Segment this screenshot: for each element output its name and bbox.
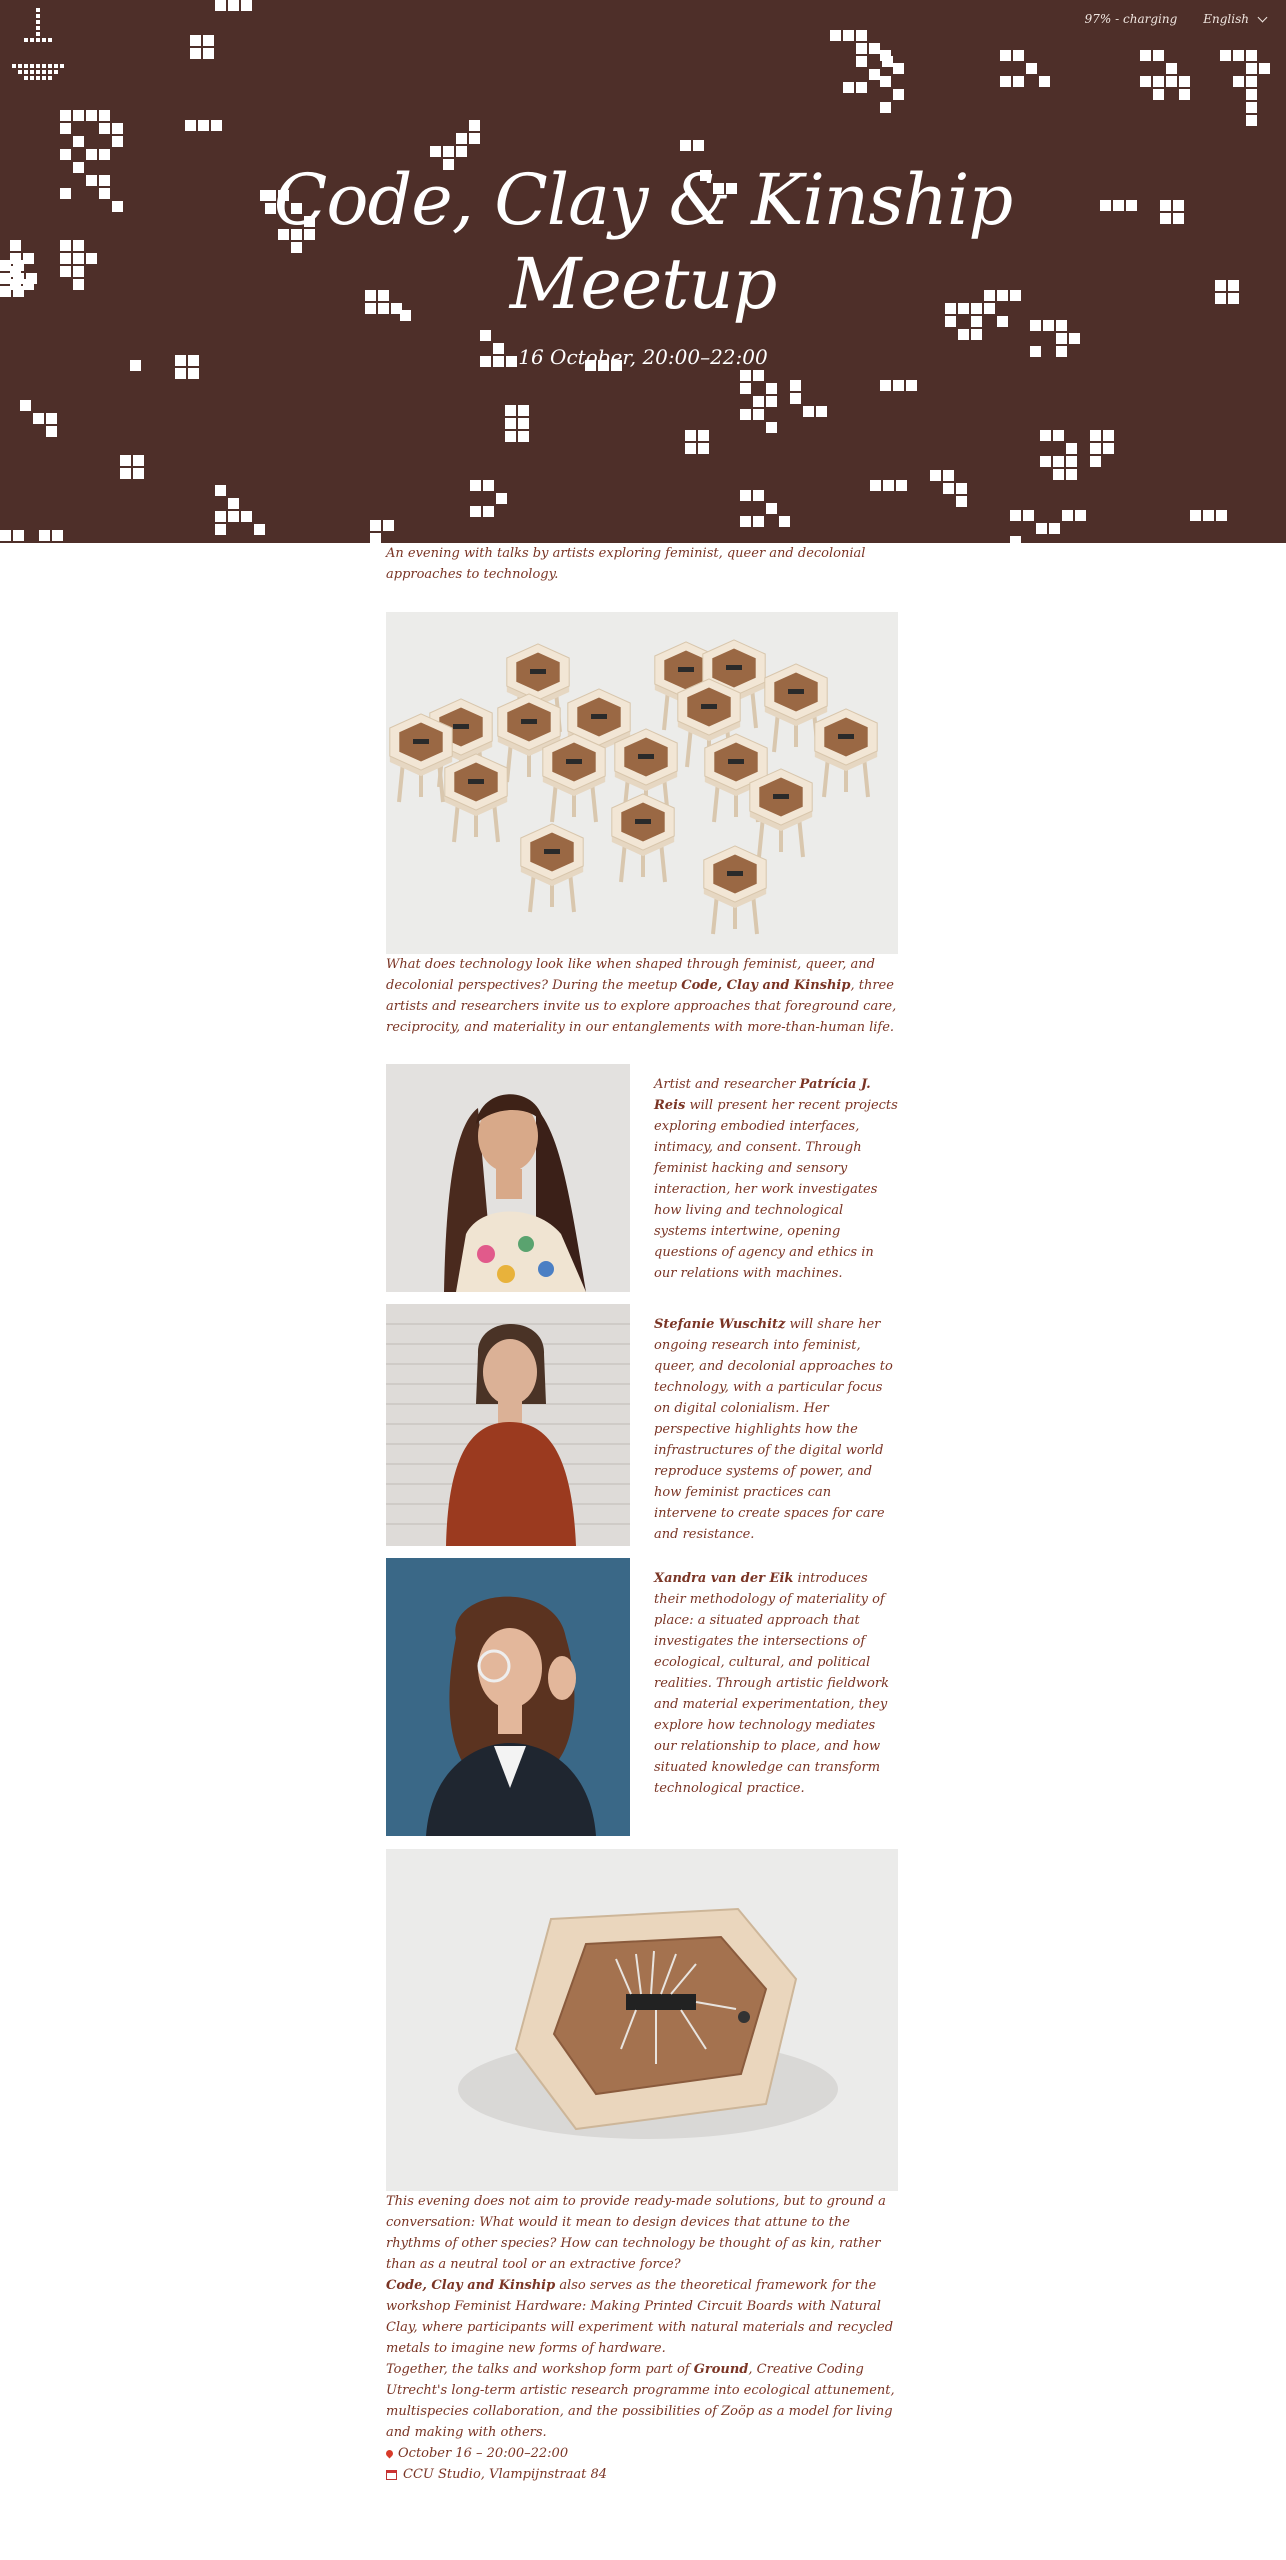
- pixel: [228, 498, 239, 509]
- pixel: [880, 76, 891, 87]
- pixel: [99, 110, 110, 121]
- pixel: [185, 120, 196, 131]
- pixel: [766, 503, 777, 514]
- pixel: [956, 483, 967, 494]
- pixel: [1000, 50, 1011, 61]
- pixel: [496, 493, 507, 504]
- pixel: [46, 426, 57, 437]
- pixel: [1013, 76, 1024, 87]
- pixel: [971, 329, 982, 340]
- speaker-bio-van-der-eik: [654, 1558, 898, 1836]
- pixel: [370, 520, 381, 531]
- pixel: [1053, 469, 1064, 480]
- pixel: [1140, 76, 1151, 87]
- pixel: [241, 511, 252, 522]
- pixel: [470, 480, 481, 491]
- pixel: [1040, 456, 1051, 467]
- pixel: [930, 470, 941, 481]
- pixel: [766, 396, 777, 407]
- pixel: [740, 409, 751, 420]
- title-line-2: Meetup: [509, 243, 777, 325]
- pixel: [198, 120, 209, 131]
- pixel: [943, 483, 954, 494]
- pixel: [1090, 456, 1101, 467]
- pixel: [456, 146, 467, 157]
- hero-banner: [0, 0, 1286, 543]
- stool: [815, 709, 877, 797]
- pixel: [753, 490, 764, 501]
- pixel: [856, 30, 867, 41]
- pixel: [790, 380, 801, 391]
- speaker-name: Xandra van der Eik: [654, 1571, 794, 1586]
- pixel: [1246, 63, 1257, 74]
- pixel: [228, 511, 239, 522]
- pixel: [133, 455, 144, 466]
- pixel: [1090, 443, 1101, 454]
- pixel: [430, 146, 441, 157]
- pixel: [469, 120, 480, 131]
- pixel: [99, 123, 110, 134]
- pixel: [1053, 430, 1064, 441]
- speaker-bio-wuschitz: [654, 1304, 898, 1546]
- pixel: [698, 430, 709, 441]
- pixel: [1153, 89, 1164, 100]
- pixel: [1233, 76, 1244, 87]
- pixel: [880, 102, 891, 113]
- pixel: [483, 480, 494, 491]
- speaker-photo-van-der-eik: [386, 1558, 630, 1836]
- pixel: [505, 431, 516, 442]
- battery-status: 97% - charging: [1084, 12, 1178, 26]
- workshop-text: [386, 2275, 898, 2359]
- pixel: [1220, 50, 1231, 61]
- stool: [750, 769, 812, 857]
- pixel: [766, 383, 777, 394]
- pixel: [1066, 456, 1077, 467]
- pixel: [693, 140, 704, 151]
- pixel: [52, 530, 63, 541]
- pixel: [33, 413, 44, 424]
- pixel: [893, 89, 904, 100]
- stool: [704, 846, 766, 934]
- pixel: [1166, 63, 1177, 74]
- question-before: What does technology look like when shaped through feminist, queer, and decolonial perspectives? During the meetup: [386, 957, 875, 993]
- pixel: [1040, 430, 1051, 441]
- bio-text: will share her ongoing research into feminist, queer, and decolonial approaches to technology, with a particular focus on digital colonialism. Her perspective highlights how the infrastructures of the digital world reproduce systems of power, and how feminist practices can intervene to create spaces for care and resistance.: [654, 1317, 893, 1542]
- pixel: [505, 418, 516, 429]
- pixel: [1153, 50, 1164, 61]
- bio-text: will present her recent projects exploring embodied interfaces, intimacy, and consent. Through feminist hacking and sensory interaction, her work investigates how living and technological systems intertwine, opening questions of agency and ethics in our relations with machines.: [654, 1098, 898, 1281]
- page-title: [0, 158, 1286, 326]
- pin-icon: [385, 2449, 395, 2459]
- calendar-icon: [386, 2470, 397, 2480]
- pixel: [870, 480, 881, 491]
- pixel: [175, 368, 186, 379]
- pixel: [60, 123, 71, 134]
- pixel: [1203, 510, 1214, 521]
- pixel: [228, 0, 239, 11]
- pixel: [215, 485, 226, 496]
- pixel: [893, 63, 904, 74]
- pixel: [685, 443, 696, 454]
- pixel: [766, 422, 777, 433]
- pixel: [830, 30, 841, 41]
- event-location: [386, 2464, 898, 2485]
- pixel: [958, 329, 969, 340]
- pixel: [1026, 63, 1037, 74]
- pixel: [1053, 456, 1064, 467]
- pixel: [20, 400, 31, 411]
- location-label: CCU Studio, Vlampijnstraat 84: [403, 2467, 608, 2482]
- pixel: [215, 524, 226, 535]
- pixel: [1166, 76, 1177, 87]
- pixel: [1049, 523, 1060, 534]
- pixel: [46, 413, 57, 424]
- pixel: [893, 380, 904, 391]
- pixel: [73, 136, 84, 147]
- pixel: [1246, 115, 1257, 126]
- pixel: [943, 470, 954, 481]
- bio-text: introduces their methodology of materiality of place: a situated approach that investigates the intersections of ecological, cultural, and political realities. Through artistic fieldwork and material experimentation, they explore how technology mediates our relationship to place, and how situated knowledge can transform technological practice.: [654, 1571, 889, 1796]
- pixel: [383, 520, 394, 531]
- pixel: [740, 516, 751, 527]
- pixel: [1000, 76, 1011, 87]
- pixel: [843, 30, 854, 41]
- workshop-body: also serves as the theoretical framework for the workshop Feminist Hardware: Making Printed Circuit Boards with Natural Clay, where participants will experiment with natural materials and recycled metals to imagine new forms of hardware.: [386, 2278, 894, 2356]
- event-datetime: [386, 2443, 898, 2464]
- pixel: [1069, 333, 1080, 344]
- pixel: [790, 393, 801, 404]
- pixel: [1190, 510, 1201, 521]
- question-after: , three artists and researchers invite us to explore approaches that foreground care, reciprocity, and materiality in our entanglements with more-than-human life.: [386, 978, 897, 1035]
- pixel: [1066, 469, 1077, 480]
- stools-illustration: [386, 612, 898, 954]
- pixel: [779, 516, 790, 527]
- pixel: [456, 133, 467, 144]
- language-label: English: [1203, 12, 1249, 26]
- intro-text: An evening with talks by artists exploring feminist, queer and decolonial approaches to technology.: [386, 546, 866, 582]
- pixel: [843, 82, 854, 93]
- ground-name: Ground: [693, 2362, 749, 2377]
- pixel: [1090, 430, 1101, 441]
- pixel: [443, 146, 454, 157]
- pixel: [470, 506, 481, 517]
- pixel: [1075, 510, 1086, 521]
- chevron-down-icon: [1258, 12, 1268, 22]
- pixel: [740, 383, 751, 394]
- pixel: [956, 496, 967, 507]
- clay-board-illustration: [386, 1849, 898, 2191]
- stool: [390, 714, 452, 802]
- pixel: [1036, 523, 1047, 534]
- pixel: [120, 455, 131, 466]
- pixel: [753, 516, 764, 527]
- pixel: [1140, 50, 1151, 61]
- pixel: [803, 406, 814, 417]
- pixel: [856, 82, 867, 93]
- pixel: [215, 0, 226, 11]
- workshop-name: Code, Clay and Kinship: [386, 2278, 556, 2293]
- clay-board-photo: [386, 1849, 898, 2191]
- pixel: [906, 380, 917, 391]
- stool: [521, 824, 583, 912]
- pixel: [1233, 50, 1244, 61]
- pixel: [112, 136, 123, 147]
- pixel: [518, 418, 529, 429]
- pixel: [1246, 102, 1257, 113]
- pixel: [86, 110, 97, 121]
- pixel: [1246, 50, 1257, 61]
- pixel: [753, 396, 764, 407]
- pixel: [740, 490, 751, 501]
- speaker-reis: [386, 1064, 898, 1292]
- pixel: [1246, 76, 1257, 87]
- pixel: [188, 368, 199, 379]
- speaker-van-der-eik: [386, 1558, 898, 1836]
- pixel: [370, 533, 381, 543]
- pixel: [856, 56, 867, 67]
- pixel: [816, 406, 827, 417]
- stool: [543, 734, 605, 822]
- pixel: [1103, 443, 1114, 454]
- pixel: [1216, 510, 1227, 521]
- question-text: [386, 954, 898, 1038]
- speaker-name: Patrícia J. Reis: [654, 1077, 871, 1113]
- language-selector[interactable]: [1203, 12, 1266, 26]
- pixel: [856, 43, 867, 54]
- pixel: [215, 511, 226, 522]
- pixel: [880, 50, 891, 61]
- pixel: [254, 524, 265, 535]
- pixel: [896, 480, 907, 491]
- speaker-name: Stefanie Wuschitz: [654, 1317, 786, 1332]
- speaker-wuschitz: [386, 1304, 898, 1546]
- pixel: [869, 43, 880, 54]
- speaker-photo-reis: [386, 1064, 630, 1292]
- pixel: [480, 330, 491, 341]
- pixel: [39, 530, 50, 541]
- pixel: [1179, 89, 1190, 100]
- title-line-1: Code, Clay & Kinship: [273, 159, 1013, 241]
- pixel: [518, 405, 529, 416]
- pixel: [883, 480, 894, 491]
- main-content: [386, 543, 898, 2485]
- closing-text: This evening does not aim to provide ready-made solutions, but to ground a conversation: What would it mean to design devices that attune to the rhythms of other species? How can technology be thought of as kin, rather than as a neutral tool or an extractive force?: [386, 2194, 886, 2272]
- pixel: [120, 468, 131, 479]
- pixel: [740, 370, 751, 381]
- pixel: [241, 0, 252, 11]
- pixel: [190, 35, 201, 46]
- pixel: [1010, 510, 1021, 521]
- ground-text: [386, 2359, 898, 2443]
- ground-after: , Creative Coding Utrecht's long-term artistic research programme into ecological attunement, multispecies collaboration, and the possibilities of Zoöp as a model for living and making with others.: [386, 2362, 895, 2440]
- pixel: [1023, 510, 1034, 521]
- pixel: [112, 123, 123, 134]
- pixel: [1062, 510, 1073, 521]
- pixel: [1010, 536, 1021, 543]
- datetime-label: October 16 – 20:00–22:00: [398, 2446, 569, 2461]
- stools-photo: [386, 612, 898, 954]
- pixel: [1039, 76, 1050, 87]
- pixel: [869, 69, 880, 80]
- pixel: [1056, 333, 1067, 344]
- pixel: [1153, 76, 1164, 87]
- pixel: [483, 506, 494, 517]
- pixel: [211, 120, 222, 131]
- pixel: [203, 48, 214, 59]
- top-bar: [1085, 12, 1266, 26]
- pixel: [1103, 430, 1114, 441]
- ground-before: Together, the talks and workshop form part of: [386, 2362, 694, 2377]
- circuit-logo-icon[interactable]: [12, 8, 70, 82]
- event-date: 16 October, 20:00–22:00: [518, 345, 768, 369]
- pixel: [1179, 76, 1190, 87]
- stool: [445, 754, 507, 842]
- pixel: [1013, 50, 1024, 61]
- pixel: [60, 110, 71, 121]
- pixel: [880, 380, 891, 391]
- pixel: [203, 35, 214, 46]
- bio-prefix: Artist and researcher: [654, 1077, 800, 1092]
- question-name: Code, Clay and Kinship: [681, 978, 851, 993]
- stool: [612, 794, 674, 882]
- pixel: [133, 468, 144, 479]
- speaker-photo-wuschitz: [386, 1304, 630, 1546]
- pixel: [680, 140, 691, 151]
- pixel: [73, 110, 84, 121]
- pixel: [0, 530, 11, 541]
- speaker-bio-reis: [654, 1064, 898, 1292]
- pixel: [698, 443, 709, 454]
- pixel: [13, 530, 24, 541]
- pixel: [685, 430, 696, 441]
- pixel: [1259, 63, 1270, 74]
- pixel: [1246, 89, 1257, 100]
- pixel: [753, 370, 764, 381]
- pixel: [505, 405, 516, 416]
- pixel: [518, 431, 529, 442]
- pixel: [469, 133, 480, 144]
- pixel: [753, 409, 764, 420]
- pixel: [190, 48, 201, 59]
- pixel: [1066, 443, 1077, 454]
